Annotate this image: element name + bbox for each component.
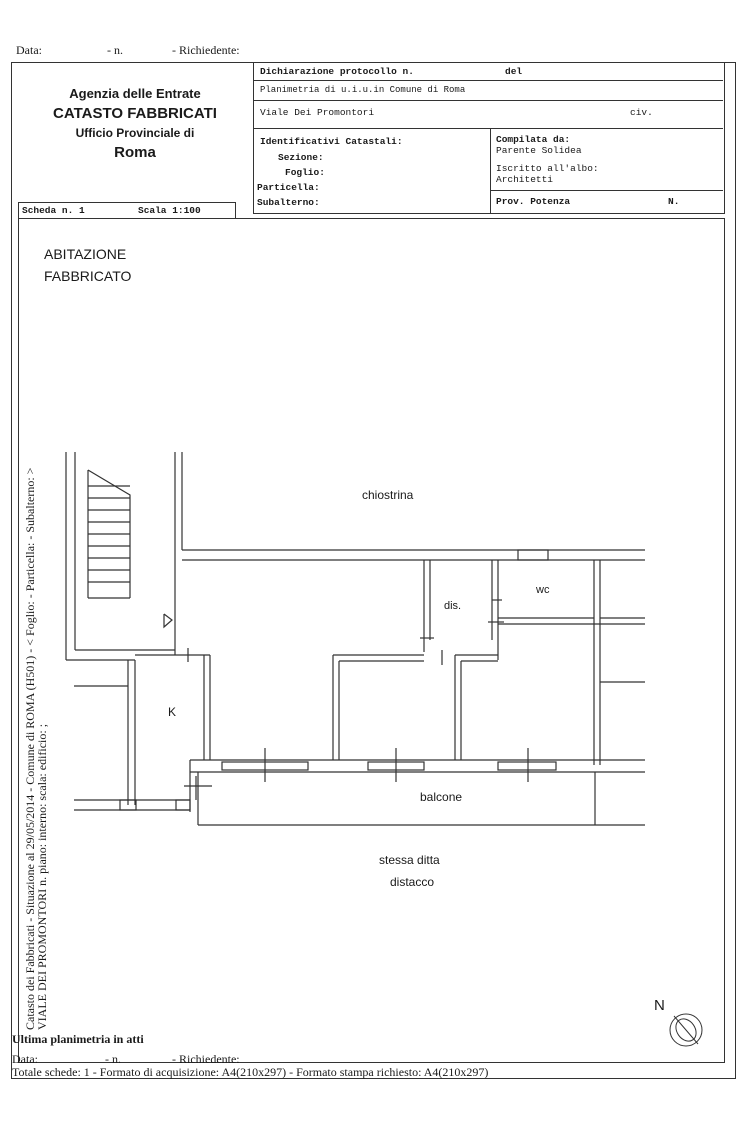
- room-dis: dis.: [444, 600, 462, 612]
- footer-data-label: Data:: [12, 1052, 38, 1066]
- agency-line3: Ufficio Provinciale di: [75, 126, 195, 140]
- agency-line2: CATASTO FABBRICATI: [53, 105, 217, 122]
- compilatore-name: Parente Solidea: [496, 145, 582, 156]
- albo-value: Architetti: [496, 174, 554, 185]
- subalterno-label: Subalterno:: [257, 197, 320, 208]
- abitazione-title: ABITAZIONE: [44, 246, 127, 262]
- room-wc: wc: [536, 584, 550, 596]
- foglio-label: Foglio:: [285, 167, 325, 178]
- viale-label: Viale Dei Promontori: [260, 107, 375, 118]
- stessa-ditta-label: stessa ditta: [379, 853, 440, 867]
- side-text-right: VIALE DEI PROMONTORI n. piano: interno: scala: edificio: ;: [35, 723, 49, 1030]
- side-text-left: Catasto dei Fabbricati - Situazione al 29/05/2014 - Comune di ROMA (H501) - < Foglio: - Particella: - Subalterno: >: [23, 467, 37, 1030]
- north-label: N: [654, 997, 665, 1014]
- n-label: N.: [668, 196, 680, 207]
- room-balcone: balcone: [420, 790, 463, 804]
- scala-label: Scala 1:100: [138, 205, 201, 216]
- top-n-label: - n.: [107, 43, 123, 57]
- compilata-label: Compilata da:: [496, 134, 571, 145]
- north-arrow-icon: [670, 1014, 702, 1046]
- del-label: del: [505, 66, 523, 77]
- distacco-label: distacco: [390, 875, 435, 889]
- fabbricato-title: FABBRICATO: [44, 268, 132, 284]
- scheda-label: Scheda n. 1: [22, 205, 85, 216]
- particella-label: Particella:: [257, 182, 320, 193]
- top-richiedente-label: - Richiedente:: [172, 43, 240, 57]
- iscritto-label: Iscritto all'albo:: [496, 163, 599, 174]
- civ-label: civ.: [630, 107, 653, 118]
- agency-line1: Agenzia delle Entrate: [69, 86, 201, 101]
- identificativi-label: Identificativi Catastali:: [260, 136, 403, 147]
- planimetria-label: Planimetria di u.i.u.in Comune di Roma: [260, 85, 466, 95]
- room-k: K: [168, 705, 177, 719]
- top-data-label: Data:: [16, 43, 42, 57]
- dichiarazione-label: Dichiarazione protocollo n.: [260, 66, 414, 77]
- footer-richiedente-label: - Richiedente:: [172, 1052, 240, 1066]
- ultima-planimetria: Ultima planimetria in atti: [12, 1032, 144, 1046]
- room-chiostrina: chiostrina: [362, 488, 414, 502]
- agency-line4: Roma: [114, 144, 156, 161]
- footer-n-label: - n.: [105, 1052, 121, 1066]
- sezione-label: Sezione:: [278, 152, 324, 163]
- totale-schede: Totale schede: 1 - Formato di acquisizione: A4(210x297) - Formato stampa richiesto: A4(210x297): [12, 1065, 489, 1079]
- prov-label: Prov. Potenza: [496, 196, 571, 207]
